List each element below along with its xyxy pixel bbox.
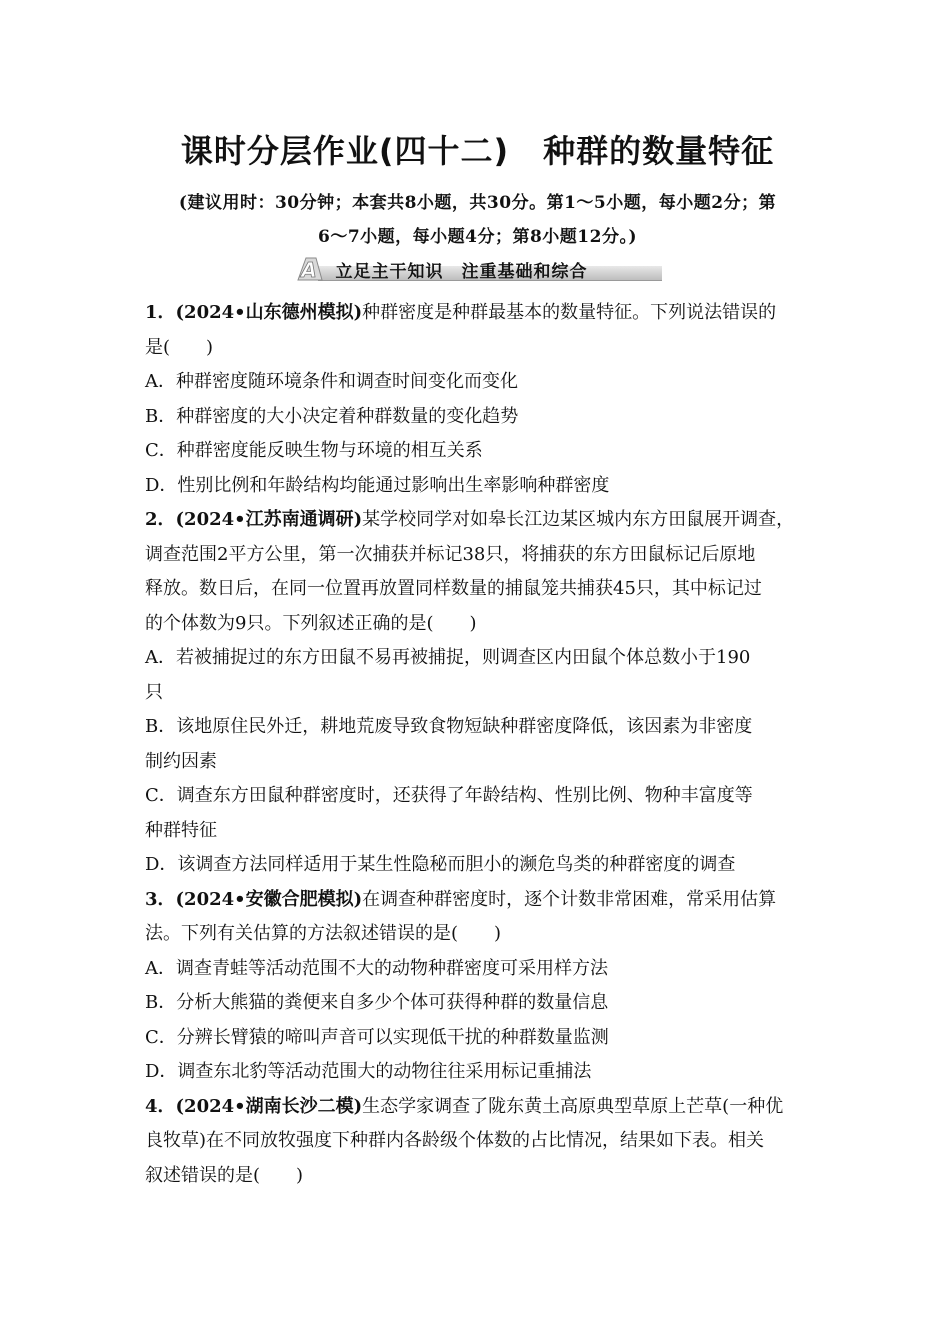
option-a: A．种群密度随环境条件和调查时间变化而变化	[145, 371, 518, 392]
option-c-continuation: 种群特征	[145, 819, 217, 841]
stem-text: 在调查种群密度时，逐个计数非常困难，常采用估算	[362, 888, 777, 910]
question-stem	[145, 503, 810, 538]
stem-continuation: 法。下列有关估算的方法叙述错误的是( )	[145, 923, 502, 944]
stem-text: 种群密度是种群最基本的数量特征。下列说法错误的	[362, 302, 777, 323]
question-source: (2024•湖南长沙二模)	[175, 1095, 363, 1117]
question-1	[145, 296, 810, 503]
question-4	[145, 1090, 810, 1194]
question-number: 4．	[145, 1095, 176, 1117]
option-c: C．调查东方田鼠种群密度时，还获得了年龄结构、性别比例、物种丰富度等	[145, 785, 753, 806]
stem-text: 生态学家调查了陇东黄土高原典型草原上芒草(一种优	[362, 1095, 784, 1117]
question-source: (2024•江苏南通调研)	[175, 509, 363, 530]
stem-continuation: 叙述错误的是( )	[145, 1164, 304, 1186]
badge-letter: A	[300, 258, 317, 282]
title-left: 课时分层作业(四十二)	[180, 132, 510, 170]
option-d: D．性别比例和年龄结构均能通过影响出生率影响种群密度	[145, 474, 610, 496]
stem-text: 某学校同学对如皋长江边某区城内东方田鼠展开调查，	[362, 509, 795, 530]
question-source: (2024•安徽合肥模拟)	[175, 888, 363, 910]
option-d: D．调查东北豹等活动范围大的动物往往采用标记重捕法	[145, 1061, 592, 1082]
question-stem	[145, 1090, 810, 1125]
question-3	[145, 883, 810, 1090]
option-b-continuation: 制约因素	[145, 750, 217, 772]
advice-line-1: (建议用时：30分钟；本套共8小题，共30分。第1～5小题，每小题2分；第	[178, 193, 777, 213]
stem-continuation: 调查范围2平方公里，第一次捕获并标记38只，将捕获的东方田鼠标记后原地	[145, 543, 756, 565]
option-c: C．分辨长臂猿的啼叫声音可以实现低干扰的种群数量监测	[145, 1026, 609, 1048]
stem-continuation: 是( )	[145, 336, 214, 358]
question-stem	[145, 883, 810, 918]
section-a-badge-icon	[294, 256, 324, 282]
document-page	[145, 118, 810, 1193]
option-c: C．种群密度能反映生物与环境的相互关系	[145, 440, 483, 461]
stem-continuation: 良牧草)在不同放牧强度下种群内各龄级个体数的占比情况，结果如下表。相关	[145, 1130, 765, 1151]
option-a: A．调查青蛙等活动范围不大的动物种群密度可采用样方法	[145, 957, 608, 979]
option-a-continuation: 只	[145, 681, 163, 703]
section-banner	[294, 256, 662, 282]
stem-continuation: 的个体数为9只。下列叙述正确的是( )	[145, 612, 477, 634]
advice-line-2: 6～7小题，每小题4分；第8小题12分。)	[317, 227, 637, 247]
banner-label: 立足主干知识 注重基础和综合	[335, 261, 588, 282]
question-number: 2．	[145, 509, 176, 530]
option-b: B．分析大熊猫的粪便来自多少个体可获得种群的数量信息	[145, 992, 609, 1013]
option-a: A．若被捕捉过的东方田鼠不易再被捕捉，则调查区内田鼠个体总数小于190	[145, 647, 751, 668]
question-number: 3．	[145, 888, 176, 910]
title-right: 种群的数量特征	[543, 132, 775, 170]
question-2	[145, 503, 810, 883]
option-b: B．该地原住民外迁，耕地荒废导致食物短缺种群密度降低，该因素为非密度	[145, 716, 753, 737]
option-d: D．该调查方法同样适用于某生性隐秘而胆小的濒危鸟类的种群密度的调查	[145, 854, 736, 875]
page-title	[145, 126, 810, 172]
time-advice	[145, 186, 810, 254]
question-number: 1．	[145, 302, 176, 323]
question-stem	[145, 296, 810, 331]
question-source: (2024•山东德州模拟)	[175, 302, 363, 323]
stem-continuation: 释放。数日后，在同一位置再放置同样数量的捕鼠笼共捕获45只，其中标记过	[145, 578, 762, 599]
option-b: B．种群密度的大小决定着种群数量的变化趋势	[145, 405, 519, 427]
